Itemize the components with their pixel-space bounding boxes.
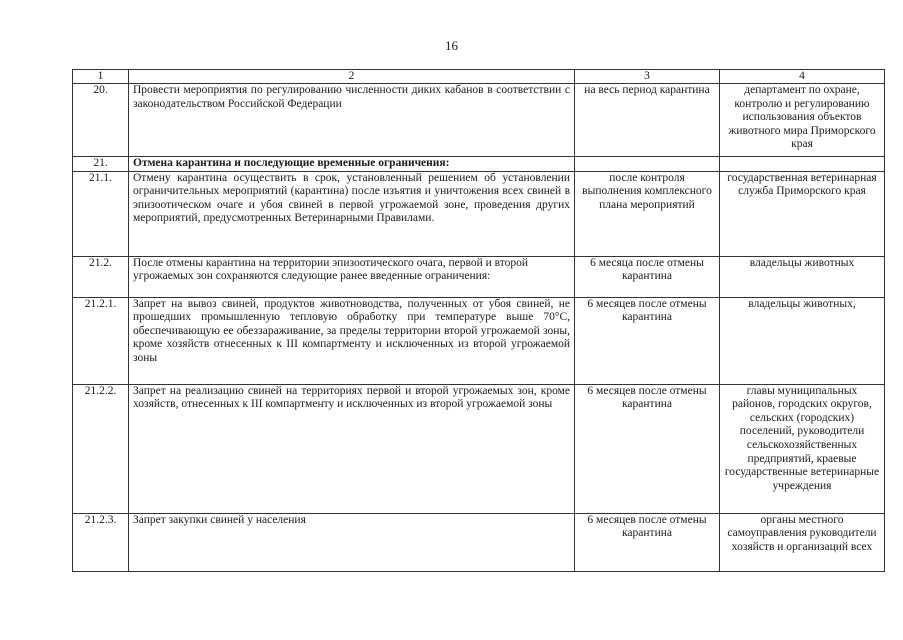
table-row [73,171,885,256]
item-term: на весь период карантина [575,84,720,157]
item-term: 6 месяцев после отмены карантина [575,513,720,571]
item-text: Запрет на вывоз свиней, продуктов животноводства, полученных от убоя свиней, не прошедших промышленную тепловую обработку при температуре выше 70°С, обеспечивающую ее обеззараживание, за пределы территории второй угрожаемой зоны, кроме хозяйств отнесенных к III компартменту и исключенных из второй угрожаемой зоны [129,297,575,384]
item-responsible: владельцы животных, [720,297,885,384]
measures-table [72,69,885,572]
item-term: 6 месяцев после отмены карантина [575,384,720,513]
table-row [73,513,885,571]
item-text: Провести мероприятия по регулированию численности диких кабанов в соответствии с законодательством Российской Федерации [129,84,575,157]
table-row [73,297,885,384]
table-row [73,84,885,157]
item-responsible: органы местного самоуправления руководители хозяйств и организаций всех [720,513,885,571]
item-text: После отмены карантина на территории эпизоотического очага, первой и второй угрожаемых зон сохраняются следующие ранее введенные ограничения: [129,256,575,297]
item-responsible: государственная ветеринарная служба Приморского края [720,171,885,256]
item-term [575,157,720,172]
section-heading: Отмена карантина и последующие временные ограничения: [129,157,575,172]
item-number: 21.2. [73,256,129,297]
header-cell: 2 [129,70,575,84]
header-cell: 4 [720,70,885,84]
table-row [73,256,885,297]
table-row [73,157,885,172]
item-responsible: владельцы животных [720,256,885,297]
item-responsible: департамент по охране, контролю и регулированию использования объектов животного мира Приморского края [720,84,885,157]
table-row [73,384,885,513]
item-term: 6 месяцев после отмены карантина [575,297,720,384]
item-number: 21.2.3. [73,513,129,571]
page-number: 16 [445,38,458,53]
item-responsible: главы муниципальных районов, городских округов, сельских (городских) поселений, руководители сельскохозяйственных предприятий, краевые государственные ветеринарные учреждения [720,384,885,513]
item-responsible [720,157,885,172]
item-term: 6 месяца после отмены карантина [575,256,720,297]
item-term: после контроля выполнения комплексного плана мероприятий [575,171,720,256]
header-cell: 1 [73,70,129,84]
table-header-row [73,70,885,84]
header-cell: 3 [575,70,720,84]
item-number: 21.2.1. [73,297,129,384]
item-text: Отмену карантина осуществить в срок, установленный решением об установлении ограничительных мероприятий (карантина) после изъятия и уничтожения всех свиней в эпизоотическом очаге и убоя свиней в первой угрожаемой зоне, проведения других мероприятий, предусмотренных Ветеринарными Правилами. [129,171,575,256]
item-number: 20. [73,84,129,157]
item-number: 21.1. [73,171,129,256]
item-text: Запрет закупки свиней у населения [129,513,575,571]
item-number: 21. [73,157,129,172]
item-text: Запрет на реализацию свиней на территориях первой и второй угрожаемых зон, кроме хозяйств, отнесенных к III компартменту и исключенных из второй угрожаемой зоны [129,384,575,513]
item-number: 21.2.2. [73,384,129,513]
